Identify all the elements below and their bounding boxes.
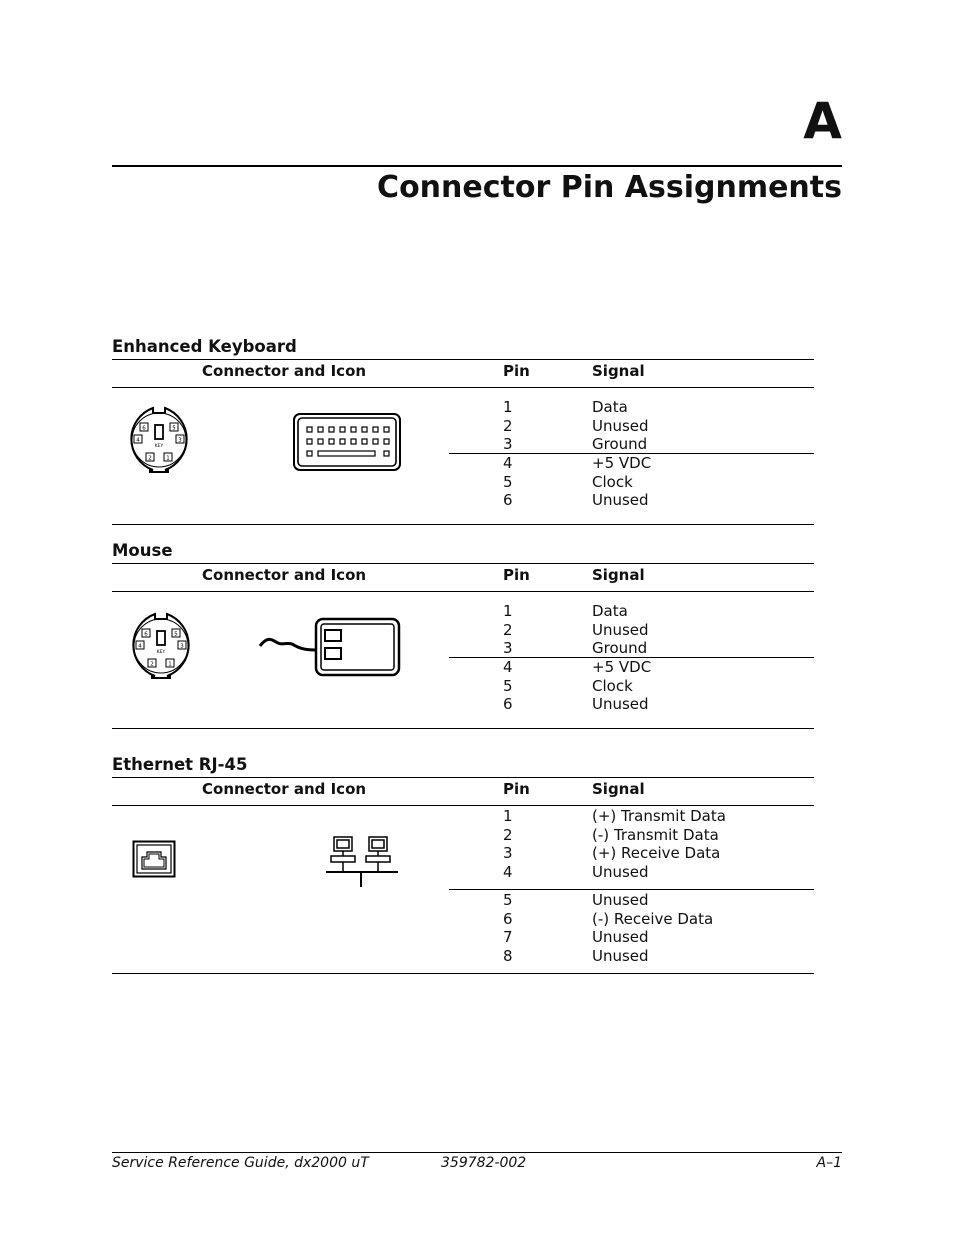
pin-label: 4 (136, 437, 140, 444)
footer-page-number: A–1 (816, 1155, 842, 1171)
pin-signal: Unused (592, 947, 649, 966)
table-row (112, 602, 814, 621)
pin-group-2 (112, 658, 814, 714)
table-row (112, 658, 814, 677)
section-mouse (112, 541, 814, 729)
pin-signal: (+) Transmit Data (592, 807, 726, 825)
pin-number: 3 (503, 639, 513, 658)
pin-signal: Data (592, 602, 628, 620)
pin-number: 4 (503, 863, 513, 882)
pin-number: 7 (503, 928, 513, 947)
pin-number: 2 (503, 416, 513, 435)
col-header-connector: Connector and Icon (202, 566, 367, 584)
table-row (112, 891, 814, 910)
table-body (112, 592, 814, 729)
pin-label: 3 (180, 643, 184, 650)
col-header-pin: Pin (503, 566, 530, 584)
table-row (112, 910, 814, 929)
pin-number: 2 (503, 620, 513, 639)
pin-signal: Data (592, 398, 628, 416)
table-header (112, 359, 814, 388)
col-header-connector: Connector and Icon (202, 780, 367, 798)
key-label: KEY (154, 444, 164, 449)
pin-number: 1 (503, 398, 513, 416)
section-title: Enhanced Keyboard (112, 337, 297, 356)
footer-part-number: 359782-002 (441, 1155, 527, 1171)
table-row (112, 826, 814, 845)
pin-number: 6 (503, 695, 513, 714)
pin-signal: Ground (592, 435, 648, 454)
pin-label: 5 (174, 631, 178, 638)
chapter-letter: A (803, 92, 842, 150)
table-row (112, 695, 814, 714)
table-row (112, 677, 814, 696)
table-header (112, 563, 814, 592)
pin-number: 5 (503, 891, 513, 909)
pin-label: 1 (166, 455, 170, 462)
col-header-pin: Pin (503, 780, 530, 798)
pin-number: 8 (503, 947, 513, 966)
table-row (112, 398, 814, 417)
col-header-signal: Signal (592, 780, 645, 798)
pin-label: 5 (172, 425, 176, 432)
pin-signal: Unused (592, 620, 649, 639)
pin-signal: Unused (592, 891, 649, 909)
footer-divider (112, 1152, 842, 1153)
pin-signal: Unused (592, 863, 649, 882)
pin-number: 5 (503, 676, 513, 695)
table-row (112, 473, 814, 492)
pin-signal: Unused (592, 491, 649, 510)
pin-signal: (-) Transmit Data (592, 825, 719, 844)
pin-group-1 (112, 807, 814, 882)
table-row (112, 807, 814, 826)
section-title: Ethernet RJ-45 (112, 755, 248, 774)
pin-number: 4 (503, 658, 513, 676)
col-header-connector: Connector and Icon (202, 362, 367, 380)
pin-group-2 (112, 454, 814, 510)
table-row (112, 417, 814, 436)
pin-number: 2 (503, 825, 513, 844)
table-row (112, 928, 814, 947)
footer-doc-title: Service Reference Guide, dx2000 uT (112, 1155, 369, 1171)
pin-number: 6 (503, 491, 513, 510)
pin-signal: Unused (592, 416, 649, 435)
pin-number: 3 (503, 435, 513, 454)
key-label: KEY (156, 650, 166, 655)
pin-label: 6 (144, 631, 148, 638)
table-row (112, 863, 814, 882)
table-body (112, 388, 814, 525)
pin-signal: (+) Receive Data (592, 844, 721, 863)
table-body (112, 806, 814, 974)
pin-signal: Clock (592, 472, 633, 491)
pin-signal: Ground (592, 639, 648, 658)
table-row (112, 947, 814, 966)
pin-number: 5 (503, 472, 513, 491)
pin-group-1 (112, 602, 814, 658)
pin-label: 6 (142, 425, 146, 432)
pin-number: 1 (503, 602, 513, 620)
section-enhanced-keyboard (112, 337, 814, 525)
pin-signal: Unused (592, 928, 649, 947)
table-header (112, 777, 814, 806)
pin-signal: +5 VDC (592, 454, 652, 472)
pin-label: 1 (168, 661, 172, 668)
pin-number: 1 (503, 807, 513, 825)
table-row (112, 491, 814, 510)
pin-label: 2 (150, 661, 154, 668)
table-row (112, 639, 814, 658)
pin-group-2 (112, 891, 814, 966)
chapter-title: Connector Pin Assignments (377, 170, 842, 205)
pin-label: 4 (138, 643, 142, 650)
pin-label: 2 (148, 455, 152, 462)
table-row (112, 454, 814, 473)
pin-signal: +5 VDC (592, 658, 652, 676)
pin-number: 6 (503, 909, 513, 928)
col-header-pin: Pin (503, 362, 530, 380)
group-divider (449, 889, 814, 890)
section-ethernet-rj45 (112, 755, 814, 974)
col-header-signal: Signal (592, 362, 645, 380)
pin-signal: (-) Receive Data (592, 909, 714, 928)
pin-signal: Clock (592, 676, 633, 695)
pin-group-1 (112, 398, 814, 454)
pin-signal: Unused (592, 695, 649, 714)
pin-number: 3 (503, 844, 513, 863)
table-row (112, 621, 814, 640)
section-title: Mouse (112, 541, 173, 560)
pin-label: 3 (178, 437, 182, 444)
col-header-signal: Signal (592, 566, 645, 584)
pin-number: 4 (503, 454, 513, 472)
table-row (112, 844, 814, 863)
chapter-divider (112, 165, 842, 167)
table-row (112, 435, 814, 454)
